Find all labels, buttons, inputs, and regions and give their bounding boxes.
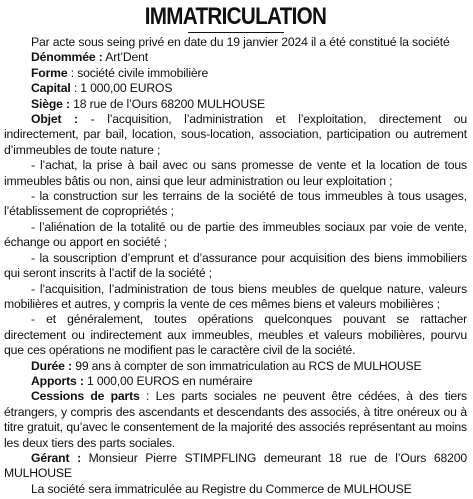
capital-value: : 1 000,00 EUROS bbox=[70, 81, 173, 96]
objet-first-item: - l’acquisition, l’administration et l’exploitation, directement ou indirectement, par bail, location, sous-location, association, participation ou autrement d’immeubles de toute nature ; bbox=[4, 112, 467, 157]
apports-value: 1 000,00 EUROS en numéraire bbox=[83, 373, 253, 388]
cessions-value: : Les parts sociales ne peuvent être cédées, à des tiers étrangers, y compris des ascendants et descendants des associés, à titre onéreux ou à titre gratuit, qu’avec le consentement de la majorité des associés représentant au moins les deux tiers des parts sociales. bbox=[4, 389, 467, 450]
objet-paragraph bbox=[4, 112, 467, 158]
siege-value: 18 rue de l’Ours 68200 MULHOUSE bbox=[69, 96, 265, 111]
apports-line bbox=[4, 374, 467, 389]
cessions-label: Cessions de parts bbox=[31, 389, 140, 404]
duree-line bbox=[4, 359, 467, 374]
denomination-line bbox=[4, 50, 467, 65]
objet-item: - la construction sur les terrains de la société de tous immeubles à tous usages, l’établissement de copropriétés ; bbox=[4, 189, 467, 219]
apports-label: Apports : bbox=[31, 373, 84, 388]
closing-line: La société sera immatriculée au Registre du Commerce de MULHOUSE bbox=[31, 481, 412, 496]
cessions-paragraph bbox=[4, 389, 467, 451]
siege-line bbox=[4, 97, 467, 112]
siege-label: Siège : bbox=[31, 96, 70, 111]
objet-item: - la souscription d’emprunt et d’assurance pour acquisition des biens immobiliers qui seront inscrits à l’actif de la société ; bbox=[4, 250, 467, 281]
duree-label: Durée : bbox=[31, 358, 72, 373]
duree-value: 99 ans à compter de son immatriculation au RCS de MULHOUSE bbox=[71, 358, 422, 373]
capital-line bbox=[4, 81, 467, 96]
objet-item: - l’achat, la prise à bail avec ou sans promesse de vente et la location de tous immeubles bâtis ou non, ainsi que leur administration ou leur exploitation ; bbox=[4, 158, 467, 188]
title-underline bbox=[188, 32, 284, 33]
forme-label: Forme bbox=[31, 65, 68, 80]
forme-line bbox=[4, 66, 467, 81]
capital-label: Capital bbox=[31, 81, 71, 96]
gerant-value: Monsieur Pierre STIMPFLING demeurant 18 rue de l’Ours 68200 MULHOUSE bbox=[4, 450, 467, 481]
notice-title: IMMATRICULATION bbox=[144, 3, 327, 30]
denomination-label: Dénommée : bbox=[31, 50, 103, 65]
denomination-value: Art’Dent bbox=[102, 50, 149, 65]
objet-item: - et généralement, toutes opérations quelconques pouvant se rattacher directement ou indirectement aux immeubles, meubles et valeurs mobilières, pourvu que ces opérations ne modifient pas le caractère civil de la société. bbox=[4, 312, 467, 358]
objet-label: Objet : bbox=[31, 112, 78, 127]
intro-paragraph: Par acte sous seing privé en date du 19 janvier 2024 il a été constitué la société bbox=[31, 35, 450, 49]
gerant-label: Gérant : bbox=[31, 450, 81, 465]
forme-value: : société civile immobilière bbox=[67, 65, 209, 80]
objet-item: - l’acquisition, l’administration de tous biens meubles de quelque nature, valeurs mobilières et autres, y compris la vente de ces mêmes biens et valeurs mobilières ; bbox=[4, 281, 467, 311]
objet-item: - l’aliénation de la totalité ou de partie des immeubles sociaux par voie de vente, échange ou apport en société ; bbox=[4, 219, 467, 250]
gerant-paragraph bbox=[4, 451, 467, 482]
